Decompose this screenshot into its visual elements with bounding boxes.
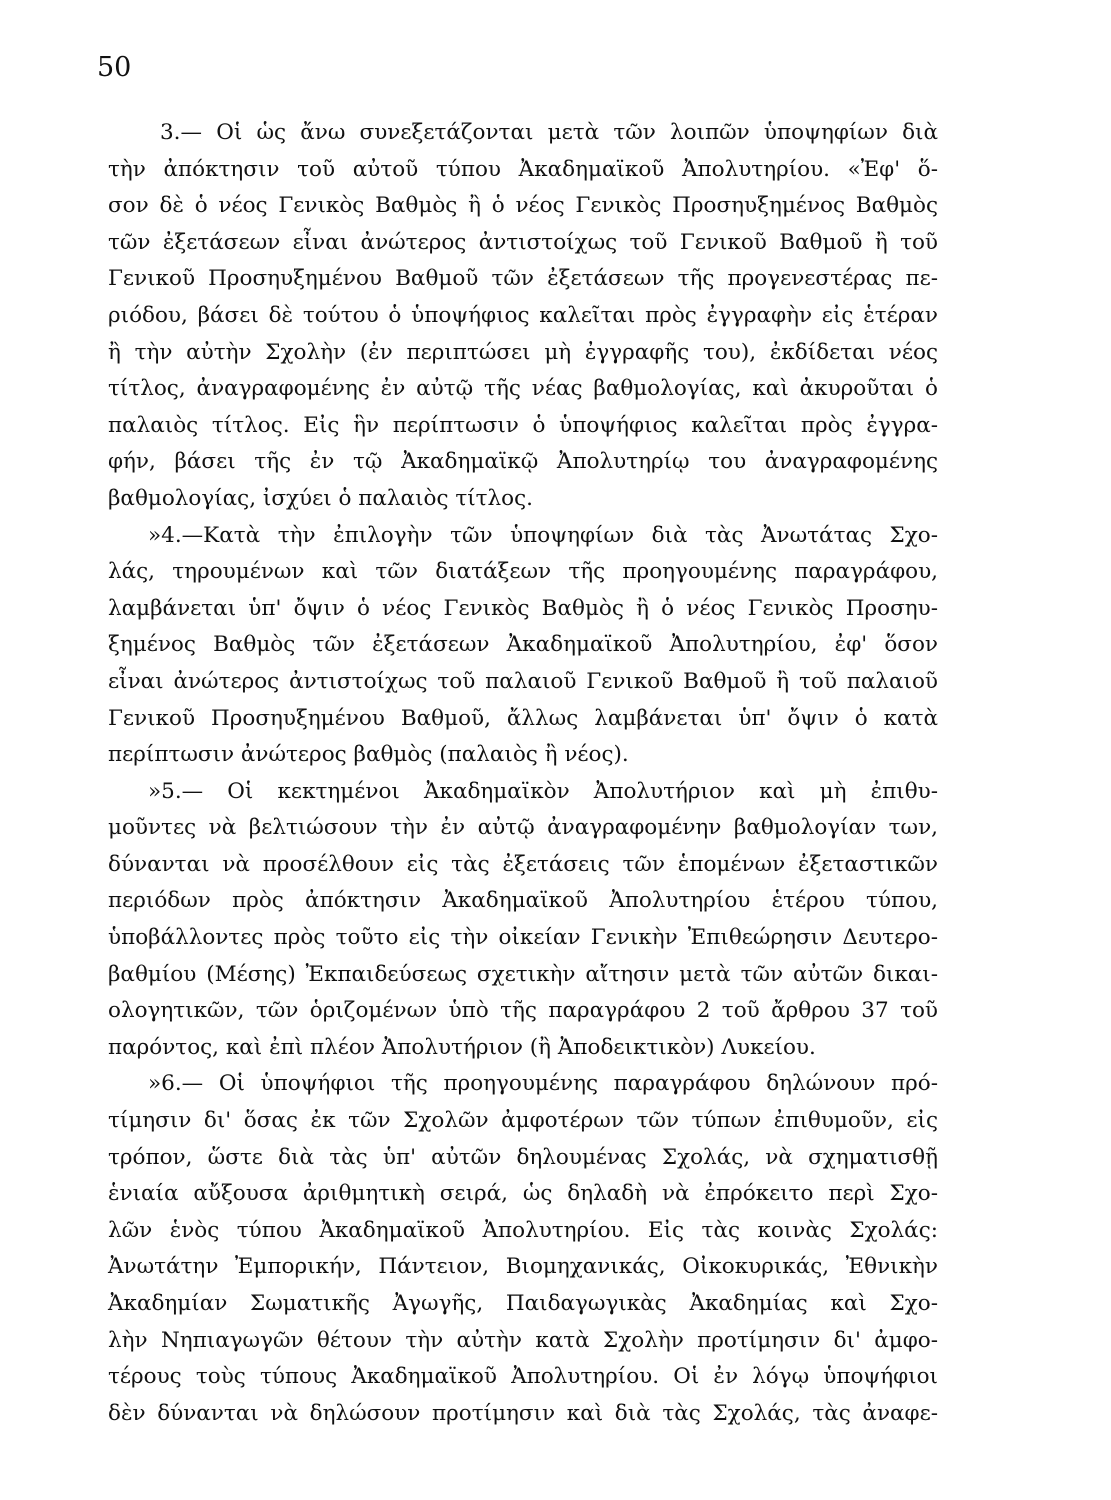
text-line: σον δὲ ὁ νέος Γενικὸς Βαθμὸς ἢ ὁ νέος Γενικὸς Προσηυξημένος Βαθμὸς xyxy=(108,193,938,219)
text-line: παλαιὸς τίτλος. Εἰς ἣν περίπτωσιν ὁ ὑποψήφιος καλεῖται πρὸς ἐγγρα- xyxy=(108,412,938,438)
body-text xyxy=(108,115,938,1432)
text-line: Ἀνωτάτην Ἐμπορικήν, Πάντειον, Βιομηχανικάς, Οἰκοκυρικάς, Ἐθνικὴν xyxy=(108,1254,938,1280)
text-line: φήν, βάσει τῆς ἐν τῷ Ἀκαδημαϊκῷ Ἀπολυτηρίῳ του ἀναγραφομένης xyxy=(108,449,938,475)
text-line: λαμβάνεται ὑπ' ὄψιν ὁ νέος Γενικὸς Βαθμὸς ἢ ὁ νέος Γενικὸς Προσηυ- xyxy=(108,595,938,621)
text-line: τὴν ἀπόκτησιν τοῦ αὐτοῦ τύπου Ἀκαδημαϊκοῦ Ἀπολυτηρίου. «Ἐφ' ὅ- xyxy=(108,156,938,182)
text-line: δὲν δύνανται νὰ δηλώσουν προτίμησιν καὶ διὰ τὰς Σχολάς, τὰς ἀναφε- xyxy=(108,1400,938,1426)
text-line: »4.—Κατὰ τὴν ἐπιλογὴν τῶν ὑποψηφίων διὰ τὰς Ἀνωτάτας Σχο- xyxy=(148,522,938,548)
text-line: παρόντος, καὶ ἐπὶ πλέον Ἀπολυτήριον (ἢ Ἀποδεικτικὸν) Λυκείου. xyxy=(108,1034,816,1060)
text-line: τῶν ἐξετάσεων εἶναι ἀνώτερος ἀντιστοίχως τοῦ Γενικοῦ Βαθμοῦ ἢ τοῦ xyxy=(108,229,938,255)
text-line: λῶν ἑνὸς τύπου Ἀκαδημαϊκοῦ Ἀπολυτηρίου. Εἰς τὰς κοινὰς Σχολάς: xyxy=(108,1217,938,1243)
text-line: λὴν Νηπιαγωγῶν θέτουν τὴν αὐτὴν κατὰ Σχολὴν προτίμησιν δι' ἀμφο- xyxy=(108,1327,938,1353)
text-line: μοῦντες νὰ βελτιώσουν τὴν ἐν αὐτῷ ἀναγραφομένην βαθμολογίαν των, xyxy=(108,815,938,841)
text-line: ξημένος Βαθμὸς τῶν ἐξετάσεων Ἀκαδημαϊκοῦ Ἀπολυτηρίου, ἐφ' ὅσον xyxy=(108,632,938,658)
text-line: λάς, τηρουμένων καὶ τῶν διατάξεων τῆς προηγουμένης παραγράφου, xyxy=(108,559,938,585)
text-line: τίμησιν δι' ὅσας ἐκ τῶν Σχολῶν ἀμφοτέρων τῶν τύπων ἐπιθυμοῦν, εἰς xyxy=(108,1108,938,1134)
text-line: »6.— Οἱ ὑποψήφιοι τῆς προηγουμένης παραγράφου δηλώνουν πρό- xyxy=(148,1071,938,1097)
text-line: ριόδου, βάσει δὲ τούτου ὁ ὑποψήφιος καλεῖται πρὸς ἐγγραφὴν εἰς ἑτέραν xyxy=(108,302,938,328)
text-line: περίπτωσιν ἀνώτερος βαθμὸς (παλαιὸς ἢ νέος). xyxy=(108,742,629,768)
text-line: Ἀκαδημίαν Σωματικῆς Ἀγωγῆς, Παιδαγωγικὰς Ἀκαδημίας καὶ Σχο- xyxy=(108,1291,938,1316)
text-line: βαθμολογίας, ἰσχύει ὁ παλαιὸς τίτλος. xyxy=(108,485,533,511)
text-line: βαθμίου (Μέσης) Ἐκπαιδεύσεως σχετικὴν αἴτησιν μετὰ τῶν αὐτῶν δικαι- xyxy=(108,961,938,987)
text-line: Γενικοῦ Προσηυξημένου Βαθμοῦ τῶν ἐξετάσεων τῆς προγενεστέρας πε- xyxy=(108,266,938,292)
text-line: εἶναι ἀνώτερος ἀντιστοίχως τοῦ παλαιοῦ Γενικοῦ Βαθμοῦ ἢ τοῦ παλαιοῦ xyxy=(108,668,938,694)
text-line: τέρους τοὺς τύπους Ἀκαδημαϊκοῦ Ἀπολυτηρίου. Οἱ ἐν λόγῳ ὑποψήφιοι xyxy=(108,1364,938,1390)
text-line: »5.— Οἱ κεκτημένοι Ἀκαδημαϊκὸν Ἀπολυτήριον καὶ μὴ ἐπιθυ- xyxy=(148,778,938,804)
page-number: 50 xyxy=(97,52,132,83)
text-line: δύνανται νὰ προσέλθουν εἰς τὰς ἐξετάσεις τῶν ἑπομένων ἐξεταστικῶν xyxy=(108,851,938,877)
text-line: τρόπον, ὥστε διὰ τὰς ὑπ' αὐτῶν δηλουμένας Σχολάς, νὰ σχηματισθῇ xyxy=(108,1144,938,1170)
text-line: ἢ τὴν αὐτὴν Σχολὴν (ἐν περιπτώσει μὴ ἐγγραφῆς του), ἐκδίδεται νέος xyxy=(108,339,938,365)
text-line: τίτλος, ἀναγραφομένης ἐν αὐτῷ τῆς νέας βαθμολογίας, καὶ ἀκυροῦται ὁ xyxy=(108,376,938,402)
text-line: ἑνιαία αὔξουσα ἀριθμητικὴ σειρά, ὡς δηλαδὴ νὰ ἐπρόκειτο περὶ Σχο- xyxy=(108,1181,938,1207)
text-line: ολογητικῶν, τῶν ὁριζομένων ὑπὸ τῆς παραγράφου 2 τοῦ ἄρθρου 37 τοῦ xyxy=(108,998,938,1024)
text-line: 3.— Οἱ ὡς ἄνω συνεξετάζονται μετὰ τῶν λοιπῶν ὑποψηφίων διὰ xyxy=(160,120,938,145)
text-line: περιόδων πρὸς ἀπόκτησιν Ἀκαδημαϊκοῦ Ἀπολυτηρίου ἑτέρου τύπου, xyxy=(108,888,938,914)
text-line: ὑποβάλλοντες πρὸς τοῦτο εἰς τὴν οἰκείαν Γενικὴν Ἐπιθεώρησιν Δευτερο- xyxy=(108,925,938,951)
text-line: Γενικοῦ Προσηυξημένου Βαθμοῦ, ἄλλως λαμβάνεται ὑπ' ὄψιν ὁ κατὰ xyxy=(108,705,938,731)
